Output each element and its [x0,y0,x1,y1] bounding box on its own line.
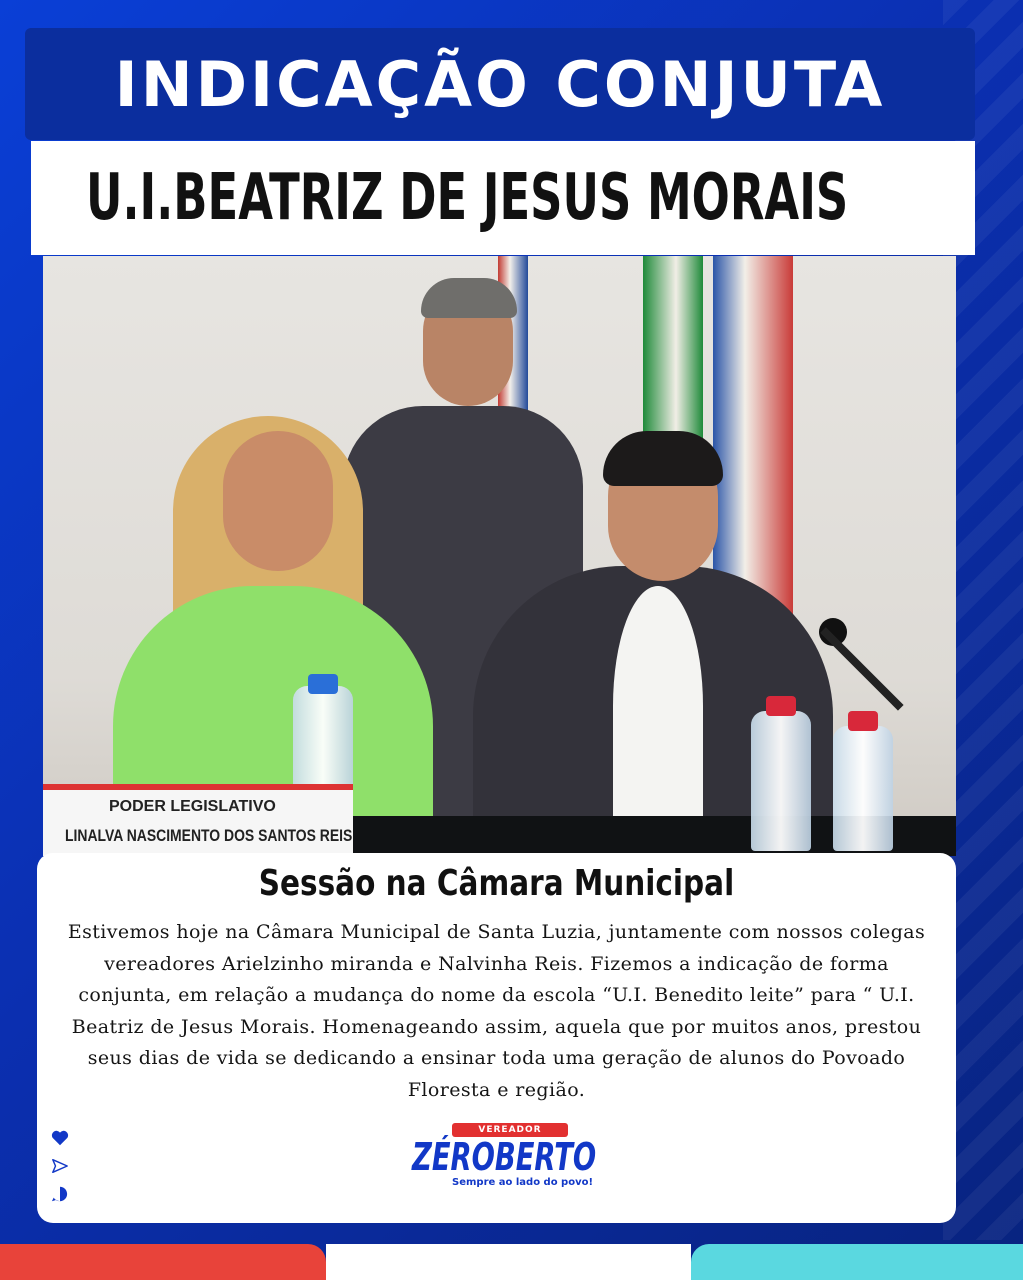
footer-white-bar [326,1244,691,1280]
send-icon[interactable] [51,1157,69,1175]
bottle-cap [848,711,878,731]
water-bottle [833,726,893,851]
logo-name: ZÉROBERTO [412,1135,597,1179]
page-subtitle: U.I.BEATRIZ DE JESUS MORAIS [86,161,849,235]
footer-red-bar [0,1244,326,1280]
page-title: INDICAÇÃO CONJUTA [114,47,886,121]
comment-icon[interactable] [51,1185,69,1203]
microphone-stand [820,627,903,710]
card-body: Estivemos hoje na Câmara Municipal de Santa Luzia, juntamente com nossos colegas vereadores Arielzinho miranda e Nalvinha Reis. Fizemos a indicação de forma conjunta, em relação a mudança do nome da escola “U.I. Benedito leite” para “ U.I. Beatriz de Jesus Morais. Homenageando assim, aquela que por muitos anos, prestou seus dias de vida se dedicando a ensinar toda uma geração de alunos do Povoado Floresta e região. [67,921,926,1101]
subtitle-banner [31,141,975,255]
logo-tag: VEREADOR [452,1123,568,1137]
woman-face [223,431,333,571]
seated-man-hair [603,431,723,486]
session-photo [43,256,956,856]
vereador-logo [412,1123,597,1193]
title-banner [25,28,975,140]
seated-man-shirt [613,586,703,826]
heart-icon[interactable] [51,1129,69,1147]
nameplate-name: LINALVA NASCIMENTO DOS SANTOS REIS [65,826,353,845]
logo-slogan: Sempre ao lado do povo! [452,1177,594,1188]
bottle-cap [766,696,796,716]
card-title: Sessão na Câmara Municipal [258,863,735,904]
water-bottle [751,711,811,851]
flag [643,256,703,456]
bottle-cap [308,674,338,694]
nameplate-heading: PODER LEGISLATIVO [109,798,276,815]
nameplate [43,784,353,856]
footer-cyan-bar [691,1244,1023,1280]
info-card [37,853,956,1223]
flag [713,256,793,616]
standing-man-hair [421,278,517,318]
